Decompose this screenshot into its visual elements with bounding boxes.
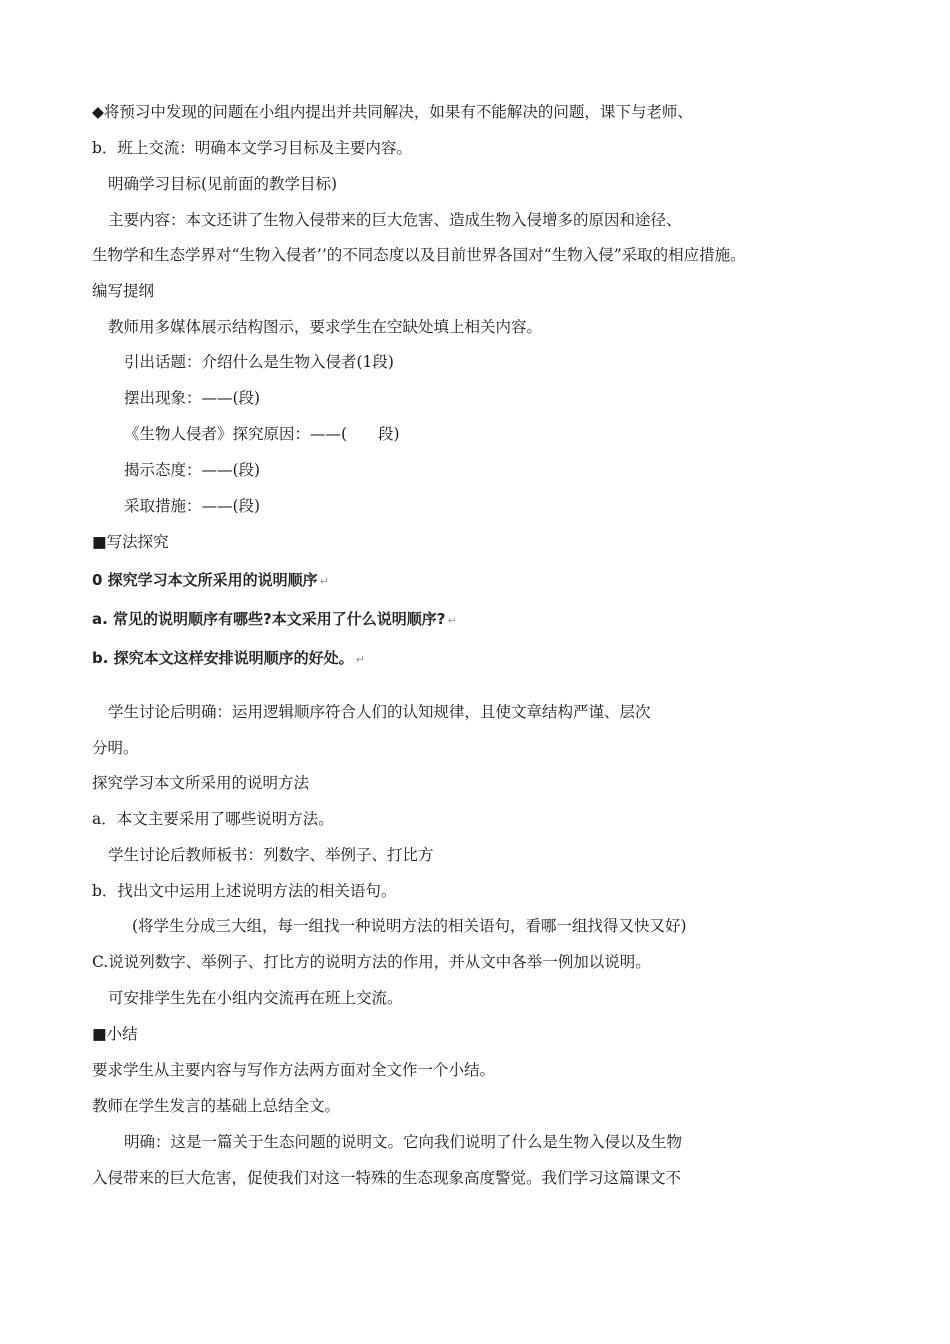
outline-item: 摆出现象：——(段) bbox=[124, 389, 261, 407]
outline-item: 引出话题：介绍什么是生物入侵者(1段) bbox=[124, 353, 394, 371]
text-line: 入侵带来的巨大危害，促使我们对这一特殊的生态现象高度警觉。我们学习这篇课文不 bbox=[92, 1169, 682, 1187]
image-text-line bbox=[92, 570, 329, 592]
section-heading: 编写提纲 bbox=[92, 282, 155, 300]
text-line: b．找出文中运用上述说明方法的相关语句。 bbox=[92, 882, 397, 900]
return-mark-icon: ↵ bbox=[319, 575, 329, 588]
text-line: 学生讨论后明确：运用逻辑顺序符合人们的认知规律，且使文章结构严谨、层次 bbox=[108, 703, 651, 721]
outline-item: 《生物人侵者》探究原因：——( 段) bbox=[124, 425, 400, 443]
text-line: 主要内容：本文还讲了生物入侵带来的巨大危害、造成生物入侵增多的原因和途径、 bbox=[108, 211, 682, 229]
text-line: ◆将预习中发现的问题在小组内提出并共同解决，如果有不能解决的问题，课下与老师、 bbox=[92, 103, 693, 121]
return-mark-icon: ↵ bbox=[447, 614, 457, 627]
text-line: 学生讨论后教师板书：列数字、举例子、打比方 bbox=[108, 846, 434, 864]
image-text: b. 探究本文这样安排说明顺序的好处。 bbox=[92, 649, 354, 667]
text-line: C.说说列数字、举例子、打比方的说明方法的作用，并从文中各举一例加以说明。 bbox=[92, 953, 651, 971]
text-line: 可安排学生先在小组内交流再在班上交流。 bbox=[108, 989, 403, 1007]
return-mark-icon: ↵ bbox=[355, 653, 365, 666]
image-text: 0 探究学习本文所采用的说明顺序 bbox=[92, 571, 318, 589]
text-line: 明确学习目标(见前面的教学目标) bbox=[108, 175, 338, 193]
text-line: (将学生分成三大组，每一组找一种说明方法的相关语句，看哪一组找得又快又好) bbox=[132, 917, 687, 935]
text-line: 教师用多媒体展示结构图示，要求学生在空缺处填上相关内容。 bbox=[108, 318, 543, 336]
image-text-line bbox=[92, 648, 365, 670]
outline-item: 采取措施：——(段) bbox=[124, 497, 261, 515]
section-heading: 探究学习本文所采用的说明方法 bbox=[92, 774, 310, 792]
text-line: 教师在学生发言的基础上总结全文。 bbox=[92, 1097, 341, 1115]
text-line: 明确：这是一篇关于生态问题的说明文。它向我们说明了什么是生物入侵以及生物 bbox=[124, 1133, 683, 1151]
image-text-line bbox=[92, 609, 457, 631]
outline-item: 揭示态度：——(段) bbox=[124, 461, 261, 479]
section-heading: ■小结 bbox=[92, 1025, 138, 1043]
image-text: a. 常见的说明顺序有哪些?本文采用了什么说明顺序? bbox=[92, 610, 446, 628]
text-line: 分明。 bbox=[92, 739, 139, 757]
text-line: b．班上交流：明确本文学习目标及主要内容。 bbox=[92, 139, 412, 157]
section-heading: ■写法探究 bbox=[92, 533, 169, 551]
text-line: a．本文主要采用了哪些说明方法。 bbox=[92, 810, 334, 828]
text-line: 生物学和生态学界对“生物入侵者’’的不同态度以及目前世界各国对“生物入侵”采取的相应措施。 bbox=[92, 246, 746, 264]
text-line: 要求学生从主要内容与写作方法两方面对全文作一个小结。 bbox=[92, 1061, 496, 1079]
